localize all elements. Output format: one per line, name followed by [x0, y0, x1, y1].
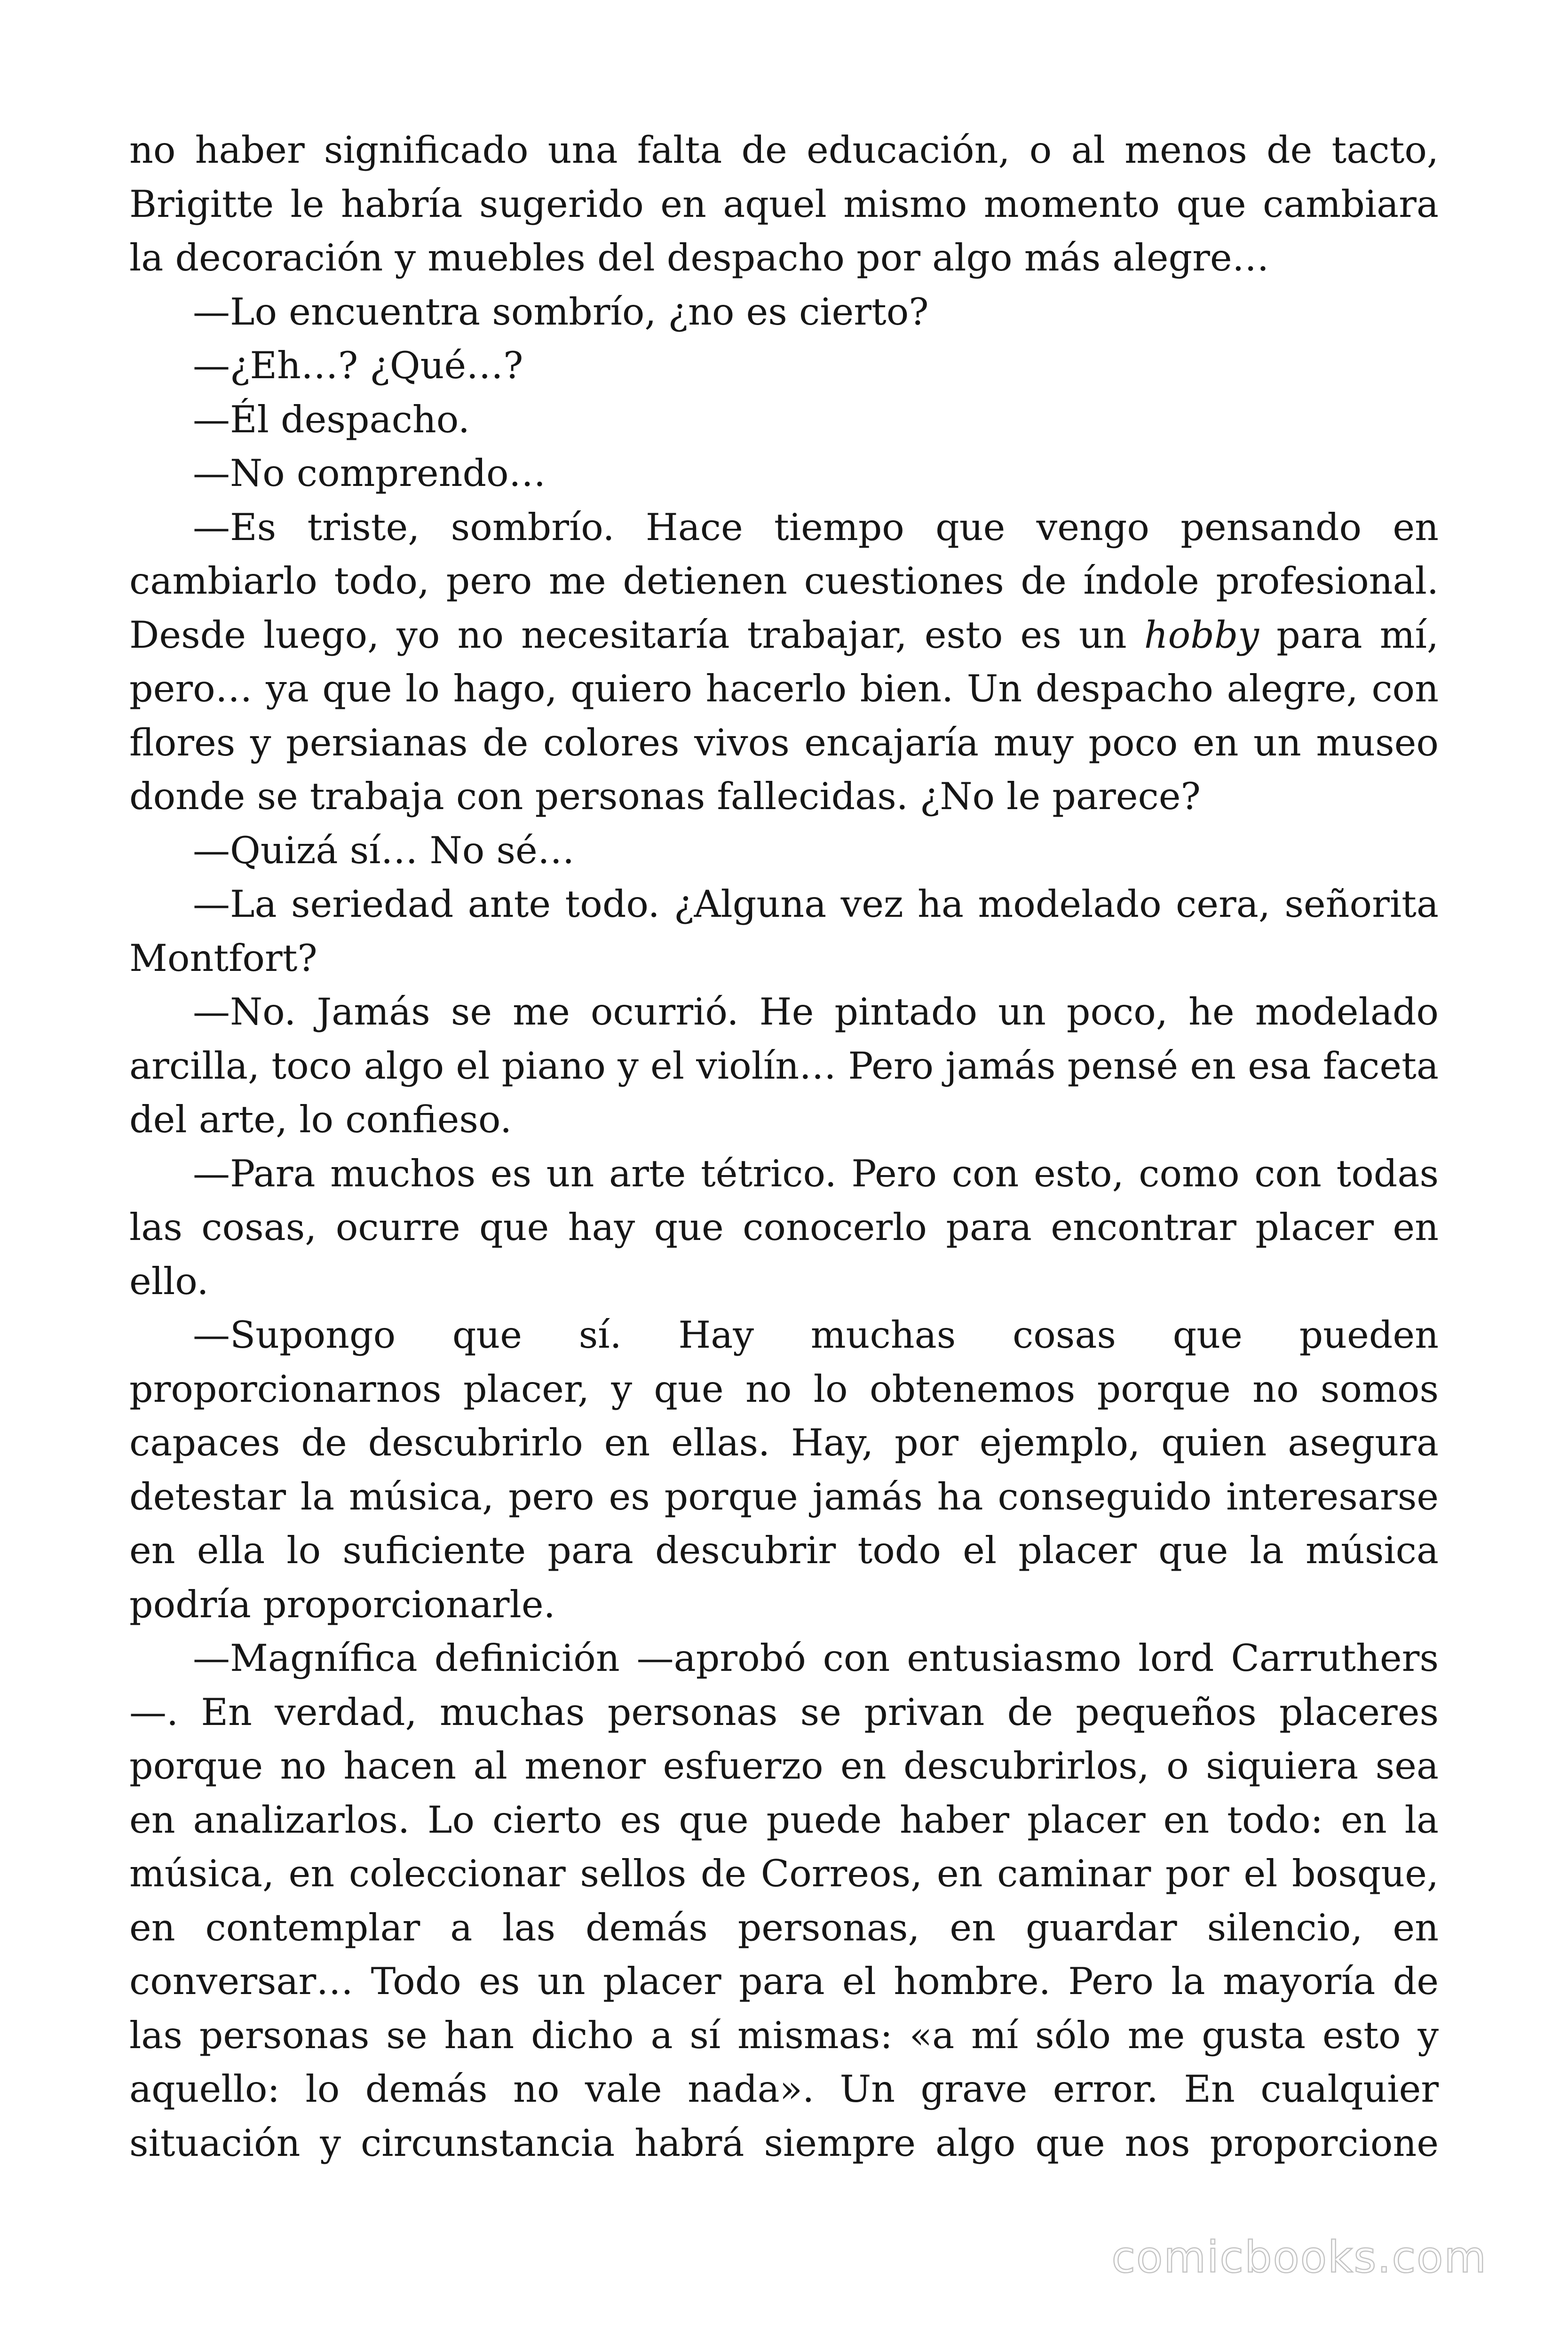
paragraph-continuation: no haber significado una falta de educación, o al menos de tacto, Brigitte le habría sugerido en aquel mismo momento que cambiara la decoración y muebles del despacho por algo más alegre…: [129, 128, 1439, 279]
dialogue-paragraph: —No comprendo…: [193, 452, 546, 495]
dialogue-paragraph: —Lo encuentra sombrío, ¿no es cierto?: [193, 290, 929, 334]
dialogue-paragraph: —Magnífica definición —aprobó con entusiasmo lord Carruthers —. En verdad, muchas personas se privan de pequeños placeres porque no hacen al menor esfuerzo en descubrirlos, o siquiera sea en analizarlos. Lo cierto es que puede haber placer en todo: en la música, en coleccionar sellos de Correos, en caminar por el bosque, en contemplar a las demás personas, en guardar silencio, en conversar… Todo es un placer para el hombre. Pero la mayoría de las personas se han dicho a sí mismas: «a mí sólo me gusta esto y aquello: lo demás no vale nada». Un grave error. En cualquier situación y circunstancia habrá siempre algo que nos proporcione: [129, 1637, 1439, 2165]
italic-text: hobby: [1144, 613, 1259, 657]
dialogue-paragraph: —La seriedad ante todo. ¿Alguna vez ha modelado cera, señorita Montfort?: [129, 882, 1439, 980]
dialogue-paragraph: —Él despacho.: [193, 397, 470, 441]
dialogue-paragraph: —¿Eh…? ¿Qué…?: [193, 344, 523, 387]
watermark-logo: comicbooks.com: [1111, 2232, 1487, 2282]
dialogue-paragraph: —Para muchos es un arte tétrico. Pero con esto, como con todas las cosas, ocurre que hay que conocerlo para encontrar placer en ello.: [129, 1152, 1439, 1303]
dialogue-paragraph: —No. Jamás se me ocurrió. He pintado un poco, he modelado arcilla, toco algo el piano y el violín… Pero jamás pensé en esa faceta del arte, lo confieso.: [129, 990, 1439, 1141]
dialogue-paragraph: —Supongo que sí. Hay muchas cosas que pueden proporcionarnos placer, y que no lo obtenemos porque no somos capaces de descubrirlo en ellas. Hay, por ejemplo, quien asegura detestar la música, pero es porque jamás ha conseguido interesarse en ella lo suficiente para descubrir todo el placer que la música podría proporcionarle.: [129, 1313, 1439, 1626]
text-run: —Es triste, sombrío. Hace tiempo que vengo pensando en cambiarlo todo, pero me detienen cuestiones de índole profesional. Desde luego, yo no necesitaría trabajar, esto es un: [129, 505, 1439, 657]
dialogue-paragraph: [129, 501, 1439, 824]
dialogue-paragraph: —Quizá sí… No sé…: [193, 828, 575, 872]
text-run: para mí, pero… ya que lo hago, quiero hacerlo bien. Un despacho alegre, con flores y persianas de colores vivos encajaría muy poco en un museo donde se trabaja con personas fallecidas. ¿No le parece?: [129, 613, 1439, 818]
page-text-body: [129, 123, 1439, 2170]
